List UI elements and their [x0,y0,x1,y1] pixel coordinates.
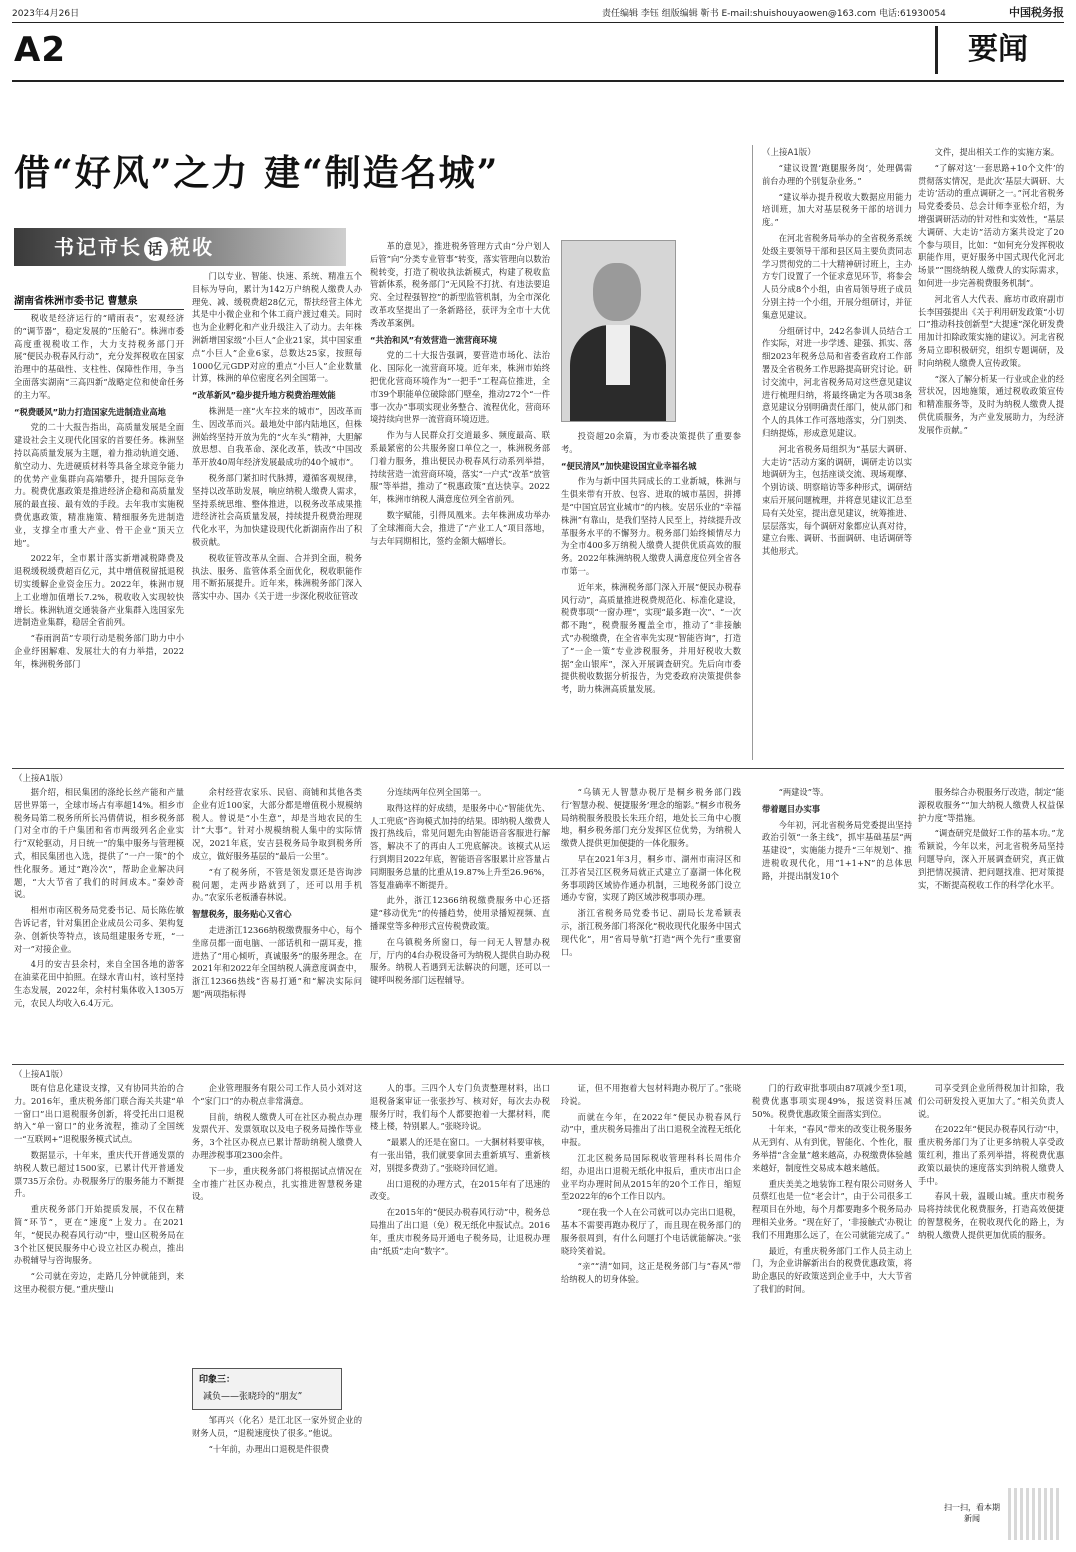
paragraph: 株洲是一座“火车拉来的城市”，因改革而生、因改革而兴。最地处中部内陆地区，但株洲始终坚持开放为先的“火车头”精神，大胆解放思想、自我革命、深化改革，铁改“中国改革开放40周年经济发展最成功的40个城市”。 [192,405,362,468]
article3-column-1 [14,1082,184,1542]
paragraph: 重庆税务部门开始提质发展，不仅在精简“环节”，更在“速度”上发力。在2021年，“便民办税春风行动”中，璧山区税务局在3个社区便民服务中心设立社区办税点，推出办税辅导与咨询服务。 [14,1204,184,1266]
paragraph: 走进浙江12366纳税缴费服务中心，每个坐席员都一面电脑、一部话机和一副耳麦，推进热了“用心倾听，真诚服务”的服务理念。在2021年和2022年全国纳税人满意度调查中，浙江12366热线“咨易打通”和“解决实际问题”两项指标得 [192,924,362,999]
paragraph: 4月的安吉县余村，来自全国各地的游客在油菜花田中拍照。在绿水青山村，该村坚持生态发展，2022年，余村村集体收入1305万元，农民人均收入6.4万元。 [14,959,184,1008]
article3-column-3 [370,1082,550,1542]
paragraph: 分组研讨中，242名参训人员结合工作实际，对进一步学透、建强、抓实、落细2023年税务总局和省委省政府工作部署及全省税务工作思路提高研究讨论。研讨交流中，河北省税务局对这些意见建议进行梳理归纳，将最终确定为各项38条意见建议分别明确责任部门，使从部门和个人的具体工作可落地落实，分门别类、归纳提炼，形成意见建议。 [762,325,912,438]
header-rule [12,22,1064,23]
paragraph: 数据显示，十年来，重庆代开普通发票的纳税人数已超过1500家，已累计代开普通发票735万余份。办税服务厅的服务能力不断提升。 [14,1149,184,1199]
article1-column-6 [918,146,1064,762]
subheading: “共治和风”有效营造一流营商环境 [370,334,498,345]
paragraph: 相州市南区税务局党委书记、局长陈佐敏告诉记者，针对集团企业成员公司多、架构复杂、创新快等特点，该局组建服务专班，“一对一”对接企业。 [14,905,184,954]
article2-column-4 [561,786,741,1056]
article2-column-5 [762,786,912,1056]
paragraph: 春风十载，温暖山城。重庆市税务局将持续优化税费服务，打造高效便捷的智慧税务，在税收现代化的路上，为纳税人缴费人提供更加优质的服务。 [918,1191,1064,1240]
paragraph: 文件，提出相关工作的实施方案。 [934,147,1060,157]
column-banner [14,228,346,266]
section-title: 要闻 [935,26,1058,74]
paragraph: 在2022年“便民办税春风行动”中，重庆税务部门为了让更多纳税人享受政策红利，推出了系列举措，将税费优惠政策以最快的速度落实到纳税人缴费人手中。 [918,1124,1064,1186]
paragraph: “建议设置‘跑腿服务岗’，处理偶需前台办理的个别复杂业务。” [762,163,912,186]
paragraph: 而就在今年，在2022年“便民办税春风行动”中，重庆税务局推出了出口退税全流程无纸化申报。 [561,1111,741,1148]
paragraph: 分连续两年位列全国第一。 [386,787,487,797]
paragraph: 出口退税的办理方式，在2015年有了迅速的改变。 [370,1178,550,1202]
article1-column-1 [14,312,184,760]
section-divider [12,768,1064,769]
paragraph: “十年前，办理出口退税是件很费 [208,1443,329,1454]
paragraph: 投资超20余篇，为市委决策提供了重要参考。 [561,431,741,454]
subsection-title: 减负——张晓玲的“朋友” [203,1392,303,1402]
paragraph: “亲”“清”如同，这正是税务部门与“春风”带给纳税人的切身体验。 [561,1261,741,1285]
article1-column-4 [561,430,741,760]
paragraph: 据介绍，相民集团的涤纶长丝产能和产量居世界第一，全球市场占有率超14%。相乡市税务局第二税务所所长冯倩倩说，相乡税务部门对全市的千户集团和省市两级列名企业实行“双轮驱动，月日统一”的集中服务与管理模式，相民集团也入选，提供了“一户一策”的个性化服务。通过“跑冷次”，帮助企业解决问题，“大大节省了我们的时间成本。”秦妙奇说。 [14,787,184,900]
continued-label: （上接A1版） [14,1070,68,1080]
qr-code-icon[interactable] [1008,1488,1060,1540]
author-portrait [561,240,676,422]
paragraph: 门的行政审批事项由87项减少至1项，税费优惠事项实现49%，报送资料压减50%。税费优惠政策全面落实到位。 [752,1083,912,1119]
paragraph: 今年初，河北省税务局党委提出坚持政治引领“一条主线”，抓牢基础基层“两基建设”，实施能力提升“三年规划”、推进税收现代化，用“1+1+N”的总体思路，并提出制发10个 [762,819,912,881]
paragraph: 数字赋能，引得凤凰来。去年株洲成功举办了全球湘商大会，推进了“产业工人”项目落地，与去年同期相比，签约金额大幅增长。 [370,509,550,546]
banner-text-before: 书记市长 [54,235,142,259]
paragraph: “了解对这‘一套思路+10个文件’的贯彻落实情况，是此次‘基层大调研、大走访’活动的重点调研之一。”河北省税务局党委委员、总会计师李亚松介绍，为增强调研活动的针对性和实效性，“基层大调研、大走访”活动方案共设定了20个参与项目，比如：“如何充分发挥税收职能作用，更好服务中国式现代化河北场景”“围绕纳税人缴费人的实际需求，如何进一步完善税费服务机制”。 [918,162,1064,288]
paragraph: “春雨润苗”专项行动是税务部门助力中小企业纾困解难、发展壮大的有力举措，2022年，株洲税务部门 [14,633,184,669]
qr-caption: 扫一扫，看本期新闻 [944,1503,1000,1523]
article1-author: 湖南省株洲市委书记 曹慧泉 [14,292,184,310]
header-rule-thick [12,80,1064,82]
article3-column-5 [752,1082,912,1542]
paper-name: 中国税务报 [1009,6,1064,19]
paragraph: “建议举办提升税收大数据应用能力培训班，加大对基层税务干部的培训力度。” [762,191,912,228]
subsection-label: 印象三： [199,1375,236,1385]
paragraph: 十年来，“春风”带来的改变让税务服务从无到有、从有到优，智能化、个性化，服务举措“含金量”越来越高，办税缴费体验越来越好，制度性交易成本越来越低。 [752,1124,912,1173]
article3-column-2b [192,1414,362,1542]
paragraph: 服务综合办税服务厅改造，制定“能源税收服务”“加大纳税人缴费人权益保护力度”等措施。 [918,787,1064,823]
subheading: 智慧税务，服务贴心又省心 [192,909,292,920]
article1-column-3 [370,240,550,760]
paragraph: “有了税务所，不管是领发票还是咨询涉税问题，走两步路就到了，还可以用手机办。”农家乐老板潘春林说。 [192,866,362,903]
paragraph: 此外，浙江12366纳税缴费服务中心还搭建“移动优先”的传播趋势，使用录播短视频、直播课堂等多种形式宣传税费政策。 [370,895,550,931]
paragraph: 河北省税务局组织为“基层大调研、大走访”活动方案的调研，调研走访以实地调研为主，包括座谈交流、现场观摩、个别访谈、明察暗访等多种形式，调研结束后开展问题梳理，并将意见建议汇总至局有关处室，提出意见建议，统筹推进、层层落实，每个调研对象都应认真对待，建立台账、调研、书面调研、电话调研等其他形式。 [762,443,912,557]
paragraph: “现在我一个人在公司就可以办完出口退税，基本不需要再跑办税厅了，而且现在税务部门的服务很周到，有什么问题打个电话就能解决。”张晓玲笑着说。 [561,1207,741,1256]
editor-info: 责任编辑 李钰 组版编辑 靳书 E-mail:shuishouyaowen@163.com 电话:61930054 [602,9,946,19]
subheading: “改革新风”稳步提升地方税费治理效能 [192,390,336,401]
subheading: “税费暖风”助力打造国家先进制造业高地 [14,406,166,417]
continued-label: （上接A1版） [14,774,68,784]
paragraph: “公司就在旁边，走路几分钟就能到，来这里办税很方便。”重庆璧山 [14,1271,184,1294]
paragraph: 税务部门紧扣时代脉搏，遵循客观规律，坚持以改革助发展，响应纳税人缴费人需求，坚持系统思维、整体推进，以税务改革成果推进经济社会高质量发展，持续提升税费治理现代化水平，为加快建设现代化新湖南作出了积极贡献。 [192,472,362,547]
paragraph: 下一步，重庆税务部门将根据试点情况在全市推广社区办税点，扎实推进智慧税务建设。 [192,1165,362,1202]
continued-label: （上接A1版） [762,148,816,158]
subheading: “便民清风”加快建设国宜业幸福名城 [561,460,697,471]
talk-icon: 话 [144,237,168,261]
section-divider [12,1064,1064,1065]
paragraph: 2022年，全市累计落实新增减税降费及退税缓税缓费超百亿元，其中增值税留抵退税切实缓解企业资金压力。2022年，株洲市规上工业增加值增长7.2%，税收收入实现较快增长。株洲轨道交通装备产业集群入选国家先进制造业集群，稳居全省前列。 [14,553,184,628]
paragraph: 重庆美美之地装饰工程有限公司财务人员蔡红也是一位“老会计”，由于公司很多工程项目在外地，每个月都要跑多个税务局办理相关业务。“现在好了，‘非接触式’办税让我们不用跑那么远了，在公司就能完成了。” [752,1178,912,1240]
article2-column-3 [370,786,550,1056]
article2-column-6 [918,786,1064,1056]
paragraph: 在乌镇税务所窗口，每一问无人智慧办税厅，厅内的4台办税设备可为纳税人提供自助办税服务。纳税人若遇到无法解决的问题，还可以一键呼叫税务部门远程辅导。 [370,936,550,986]
paragraph: 党的二十大报告强调，要营造市场化、法治化、国际化一流营商环境。近年来，株洲市始终把优化营商环境作为“一把手”工程高位推进，全市39个职能单位破除部门壁垒，推动272个“一件事一次办”事项实现业务整合、流程优化，营商环境持续向世界一流营商环境迈进。 [370,350,550,425]
paragraph: 门以专业、智能、快速、系统、精准五个目标为导向，累计为142万户纳税人缴费人办理免、减、缓税费超28亿元，帮扶经营主体尤其是中小微企业和个体工商户渡过难关。同时也为企业孵化和产业升级注入了动力。去年株洲新增国家级“小巨人”企业21家，其中国家重点“小巨人”企业6家，总数达25家，按照每1000亿元GDP对应的重点“小巨人”企业数量计算，株洲的单位密度名列全国第一。 [192,271,362,384]
issue-date: 2023年4月26日 [12,9,80,19]
paragraph: 人的事。三四个人专门负责整理材料，出口退税备案审证一张张抄写、核对好，每次去办税服务厅时，我们每个人都要抱着一大摞材料，爬楼上楼，特别累人。”张晓玲说。 [370,1083,550,1132]
paragraph: 作为与新中国共同成长的工业新城，株洲与生俱来带有开放、包容、进取的城市基因，拼搏是“中国宜居宜业城市”的内核。安居乐业的“幸福株洲”有靠山，是我们坚持人民至上，持续提升改革服务水平的不懈努力。税务部门始终倾情尽力为全市400多万纳税人缴费人提供优质高效的服务。2022年株洲纳税人缴费人满意度位列全省各市第一。 [561,476,741,576]
paragraph: 早在2021年3月，桐乡市、湖州市南浔区和江苏省吴江区税务局就正式建立了嘉湖一体化税务事项跨区域协作通办机制，三地税务部门设立通办专窗，实现了跨区域涉税事项办理。 [561,853,741,903]
paragraph: “最累人的还是在窗口。一大捆材料要审核，有一张出错，我们就要拿回去重新填写、重新核对，别提多费劲了。”张晓玲回忆道。 [370,1137,550,1173]
paragraph: 最近，有重庆税务部门工作人员主动上门，为企业讲解新出台的税费优惠政策，将助企惠民的好政策送到企业手中，大大节省了我们的时间。 [752,1245,912,1294]
article2-column-1 [14,786,184,1056]
banner-text-after: 税收 [170,235,214,259]
article1-column-5 [762,162,912,762]
subsection-box [192,1368,342,1410]
paragraph: “两建设”等。 [778,787,829,797]
paragraph: 税收征管改革从全面、合并到全面，税务执法、服务、监管体系全面优化，税收职能作用不断拓展提升。近年来，株洲税务部门深入落实中办、国办《关于进一步深化税收征管改 [192,552,362,602]
paragraph: 河北省人大代表、廊坊市政府副市长李国强提出《关于利用研发政策“小切口”推动科技创新型“大提速”深化研发费用加计扣除政策实施的建议》。河北省税务局立即积极研究，组织专题调研，及时向纳税人缴费人宣传政策。 [918,293,1064,368]
paragraph: 司享受到企业所得税加计扣除，我们公司研发投入更加大了。”相关负责人说。 [918,1083,1064,1119]
article3-column-6 [918,1082,1064,1482]
paragraph: “调查研究是做好工作的基本功。”龙希颖说，今年以来，河北省税务局坚持问题导向，深入开展调查研究，真正做到把情况摸清、把问题找准、把对策提实，不断提高税收工作的科学化水平。 [918,828,1064,890]
page-number: A2 [14,30,66,70]
article2-column-2 [192,786,362,1056]
paragraph: 余村经营农家乐、民宿、商铺和其他各类企业有近100家，大部分都是增值税小规模纳税人。曾说是“小生意”，却是当地农民的生计“大事”。针对小规模纳税人集中的实际情况，2021年底，安吉县税务局争取到税务所成立，做好服务基层的“最后一公里”。 [192,787,362,861]
article3-column-2 [192,1082,362,1362]
paragraph: 革的意见》，推进税务管理方式由“分户划人后管”向“分类专业管事”转变，落实管理向以数治税转变，打造了税收执法新模式，构建了税收监管新体系，税务部门“无风险不打扰、有违法要追究、全过程强智控”的新型监管机制，为全市深化改革攻坚提出了一条新路径，获评为全市十大优秀改革案例。 [370,241,550,328]
article1-headline: 借“好风”之力 建“制造名城” [14,152,500,194]
column-divider [752,145,753,760]
paragraph: 目前，纳税人缴费人可在社区办税点办理发票代开、发票领取以及电子税务局操作等业务，3个社区办税点已累计帮助纳税人缴费人办理涉税事项2300余件。 [192,1111,362,1160]
paragraph: 在2015年的“便民办税春风行动”中，税务总局推出了出口退（免）税无纸化申报试点。2016年，重庆市税务局开通电子税务局，让退税办理由“纸质”走向“数字”。 [370,1207,550,1256]
paragraph: “乌镇无人智慧办税厅是桐乡税务部门践行‘智慧办税、便捷服务’理念的缩影。”桐乡市税务局纳税服务股股长朱珏介绍，地处长三角中心腹地，桐乡税务部门充分发挥区位优势，为纳税人缴费人提供更加便捷的一体化服务。 [561,787,741,849]
paragraph: 浙江省税务局党委书记、副局长龙希颖表示，浙江税务部门将深化“税收现代化服务中国式现代化”，用“省局导航”打造“两个先行”重要窗口。 [561,908,741,957]
paragraph: 江北区税务局国际税收管理科科长周伟介绍，办退出口退税无纸化申报后，重庆市出口企业平均办理时间从2015年的20个工作日，缩短至2022年的6个工作日以内。 [561,1152,741,1202]
paragraph: 在河北省税务局举办的全省税务系统处级主要领导干部和县区局主要负责同志学习贯彻党的二十大精神研讨班上，主办方专门设置了一个征求意见环节，将参会人员分成8个小组，由省局领导班子成员分别主持一个小组，开展分组研讨，并征集意见建议。 [762,232,912,320]
portrait-head [593,263,641,321]
paragraph: 证，但不用抱着大包材料跑办税厅了。”张晓玲说。 [561,1083,741,1106]
portrait-shirt [606,325,630,385]
paragraph: 取得这样的好成绩，是服务中心“智能优先、人工兜底”咨询模式加持的结果。即纳税人缴费人拨打热线后，常见问题先由智能语音客服进行解答，解决不了的再由人工兜底解决。该模式从运行到期目2022年底，智能语音客服累计应答量占同期服务总量的比重从19.87%上升至26.96%，答复准确率不断提升。 [370,802,550,890]
paragraph: 税收是经济运行的“晴雨表”，宏观经济的“调节器”，稳定发展的“压舱石”。株洲市委高度重视税收工作，大力支持税务部门开展“便民办税春风行动”，充分发挥税收在国家治理中的基础性、支柱性、保障性作用，争当全面落实湖南“三高四新”战略定位和使命任务的主力军。 [14,313,184,400]
paragraph: “深入了解分析某一行业或企业的经营状况，因地施策，通过税收政策宣传和精准服务等，及时为纳税人缴费人提供优质服务，为产业发展助力，为经济发展作贡献。” [918,373,1064,435]
paragraph: 既有信息化建设支撑，又有协同共治的合力。2016年，重庆税务部门联合海关共建“单一窗口”出口退税服务创新，将受托出口退税纳入“单一窗口”的业务流程，推动了全国统一“互联网+”退税服务模式试点。 [14,1083,184,1145]
paragraph: 党的二十大报告指出，高质量发展是全面建设社会主义现代化国家的首要任务。株洲坚持以高质量发展为主题，着力推动轨道交通、航空动力、先进硬质材料等具备全球竞争能力的优势产业集群向高端攀升，提升国际竞争力。税费优惠政策是推进经济企稳和高质量发展的最直接、最有效的手段。去年我市实施税费优惠政策，精准施策、精细服务先进制造业，支撑全市重大产业、骨干企业“顶天立地”。 [14,422,184,548]
subheading: 带着题目办实事 [762,803,821,814]
article1-column-2 [192,270,362,760]
paragraph: 近年来，株洲税务部门深入开展“便民办税春风行动”，高质量推进税费规范化、标准化建设，税费事项“一窗办理”，实现“最多跑一次”、“一次都不跑”，税费服务覆盖全市，推动了“非接触式”办税缴费，在全省率先实现“智能咨询”，打造了“一企一策”专业涉税服务，并用好税收大数据“金山银库”，深入开展调查研究。先后向市委提供税收数据分析报告，为党委政府决策提供参考，助力株洲高质量发展。 [561,581,741,695]
article3-column-4 [561,1082,741,1542]
paragraph: 作为与人民群众打交道最多、频度最高、联系最紧密的公共服务窗口单位之一，株洲税务部门着力服务，推出便民办税春风行动系列举措，持续营造一流营商环境，落实“一户式”改革“放管服”等举措，推动了“税惠政策”直达快享。2022年，株洲市纳税人满意度位列全省前列。 [370,430,550,505]
paragraph: 邹再兴（化名）是江北区一家外贸企业的财务人员，“退税速度快了很多。”他说。 [192,1415,362,1438]
paragraph: 企业管理服务有限公司工作人员小刘对这个“家门口”的办税点非常满意。 [192,1083,362,1106]
page-header [12,4,1064,22]
